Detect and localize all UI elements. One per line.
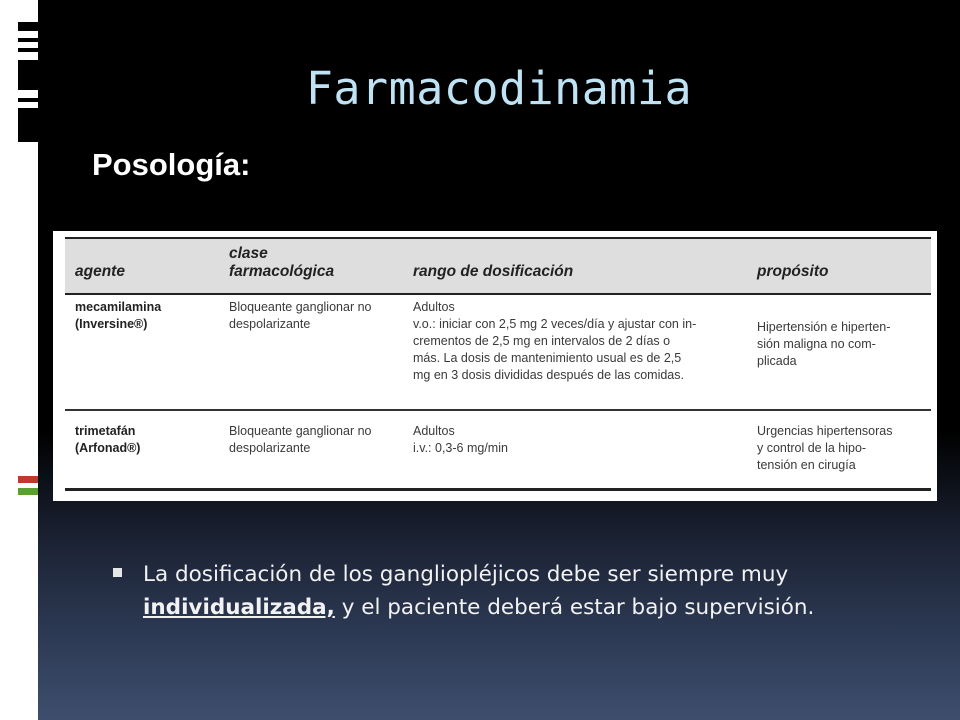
decor-bars-icon: [18, 22, 38, 142]
bullet-emphasis: individualizada,: [143, 595, 335, 620]
bullet-text-before: La dosificación de los gangliopléjicos debe ser siempre muy: [143, 562, 789, 587]
dosage-table-image: [53, 231, 937, 501]
dosage-table: [65, 233, 931, 495]
table-bottom-rule: [65, 488, 931, 491]
row-separator: [65, 409, 931, 411]
decor-marker-white-icon: [18, 505, 38, 512]
top-left-decoration: [0, 0, 38, 190]
bullet-text-after: y el paciente deberá estar bajo supervisión.: [334, 595, 815, 620]
header-agente: agente: [75, 263, 125, 280]
slide-title: Farmacodinamia: [305, 62, 693, 115]
slide-subtitle: Posología:: [92, 147, 251, 182]
bullet-paragraph: [143, 558, 913, 624]
row2-proposito: Urgencias hipertensoras y control de la hipo- tensión en cirugía: [757, 424, 893, 472]
row2-rango: Adultos i.v.: 0,3-6 mg/min: [413, 424, 508, 455]
row1-agente: mecamilamina (Inversine®): [75, 300, 162, 331]
row1-clase: Bloqueante ganglionar no despolarizante: [229, 300, 372, 331]
header-rango: rango de dosificación: [413, 263, 574, 280]
header-clase: clase farmacológica: [229, 245, 335, 280]
row2-agente: trimetafán (Arfonad®): [75, 424, 141, 455]
row2-clase: Bloqueante ganglionar no despolarizante: [229, 424, 372, 455]
decor-marker-green-icon: [18, 488, 38, 495]
row1-rango: Adultos v.o.: iniciar con 2,5 mg 2 veces/día y ajustar con in- crementos de 2,5 mg en intervalos de 2 días o más. La dosis de mantenimiento usual es de 2,5 mg en 3 dosis divididas después de las comidas.: [413, 300, 697, 382]
bullet-square-icon: [113, 568, 122, 577]
header-proposito: propósito: [757, 263, 829, 280]
row1-proposito: Hipertensión e hiperten- sión maligna no com- plicada: [757, 320, 891, 368]
decor-marker-red-icon: [18, 476, 38, 483]
